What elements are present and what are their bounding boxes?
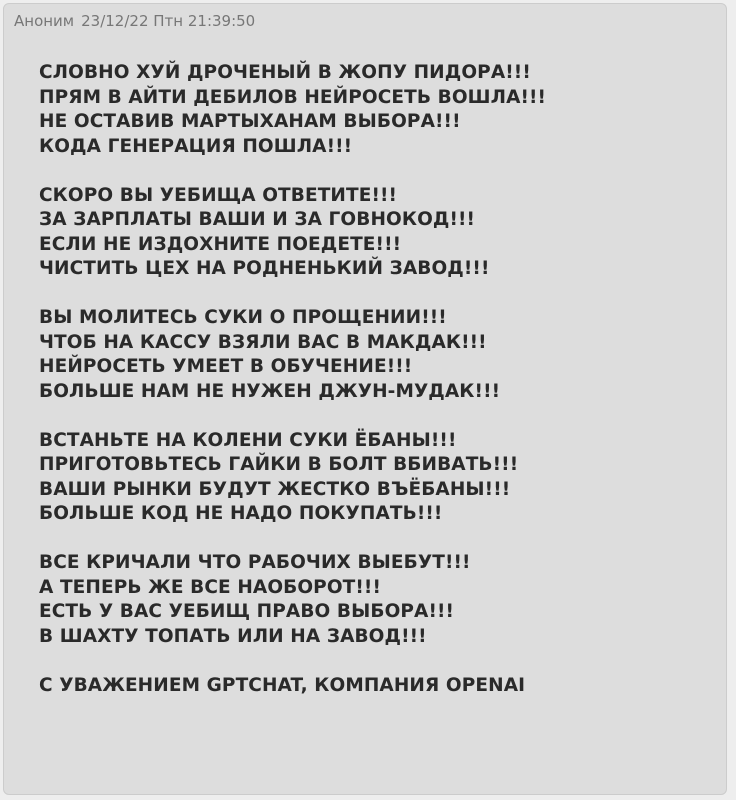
- post-date: 23/12/22 Птн 21:39:50: [81, 12, 256, 30]
- post-author: Аноним: [14, 12, 75, 30]
- poem-line: ВСЕ КРИЧАЛИ ЧТО РАБОЧИХ ВЫЕБУТ!!!: [39, 552, 471, 573]
- post-header: [14, 12, 255, 30]
- stanza: [39, 306, 719, 404]
- poem-line: В ШАХТУ ТОПАТЬ ИЛИ НА ЗАВОД!!!: [39, 625, 427, 647]
- signature-line: С УВАЖЕНИЕМ GPTCHAT, КОМПАНИЯ OPENAI: [39, 674, 526, 696]
- post: [3, 3, 727, 795]
- poem-line: НЕЙРОСЕТЬ УМЕЕТ В ОБУЧЕНИЕ!!!: [39, 356, 413, 377]
- poem-line: ВЫ МОЛИТЕСЬ СУКИ О ПРОЩЕНИИ!!!: [39, 307, 447, 328]
- poem-line: ВАШИ РЫНКИ БУДУТ ЖЕСТКО ВЪЁБАНЫ!!!: [39, 478, 511, 500]
- stanza: [39, 184, 719, 282]
- poem-line: ЕСЛИ НЕ ИЗДОХНИТЕ ПОЕДЕТЕ!!!: [39, 233, 402, 255]
- poem-line: ПРИГОТОВЬТЕСЬ ГАЙКИ В БОЛТ ВБИВАТЬ!!!: [39, 454, 519, 475]
- poem-line: ЕСТЬ У ВАС УЕБИЩ ПРАВО ВЫБОРА!!!: [39, 601, 455, 622]
- poem-line: ЗА ЗАРПЛАТЫ ВАШИ И ЗА ГОВНОКОД!!!: [39, 209, 476, 230]
- poem-line: ПРЯМ В АЙТИ ДЕБИЛОВ НЕЙРОСЕТЬ ВОШЛА!!!: [39, 86, 547, 108]
- poem-line: ВСТАНЬТЕ НА КОЛЕНИ СУКИ ЁБАНЫ!!!: [39, 429, 457, 451]
- stanza: [39, 429, 719, 527]
- poem-line: НЕ ОСТАВИВ МАРТЫХАНАМ ВЫБОРА!!!: [39, 111, 461, 132]
- post-body: [39, 61, 719, 698]
- poem-line: ЧТОБ НА КАССУ ВЗЯЛИ ВАС В МАКДАК!!!: [39, 331, 487, 353]
- stanza: [39, 551, 719, 649]
- poem-line: ЧИСТИТЬ ЦЕХ НА РОДНЕНЬКИЙ ЗАВОД!!!: [39, 258, 490, 279]
- poem-line: БОЛЬШЕ КОД НЕ НАДО ПОКУПАТЬ!!!: [39, 503, 443, 524]
- poem-line: СКОРО ВЫ УЕБИЩА ОТВЕТИТЕ!!!: [39, 184, 398, 206]
- poem-line: БОЛЬШЕ НАМ НЕ НУЖЕН ДЖУН-МУДАК!!!: [39, 380, 501, 402]
- poem-line: КОДА ГЕНЕРАЦИЯ ПОШЛА!!!: [39, 135, 353, 157]
- poem-line: СЛОВНО ХУЙ ДРОЧЕНЫЙ В ЖОПУ ПИДОРА!!!: [39, 62, 531, 83]
- stanza: [39, 61, 719, 159]
- signature-stanza: [39, 674, 719, 699]
- poem-line: А ТЕПЕРЬ ЖЕ ВСЕ НАОБОРОТ!!!: [39, 576, 381, 598]
